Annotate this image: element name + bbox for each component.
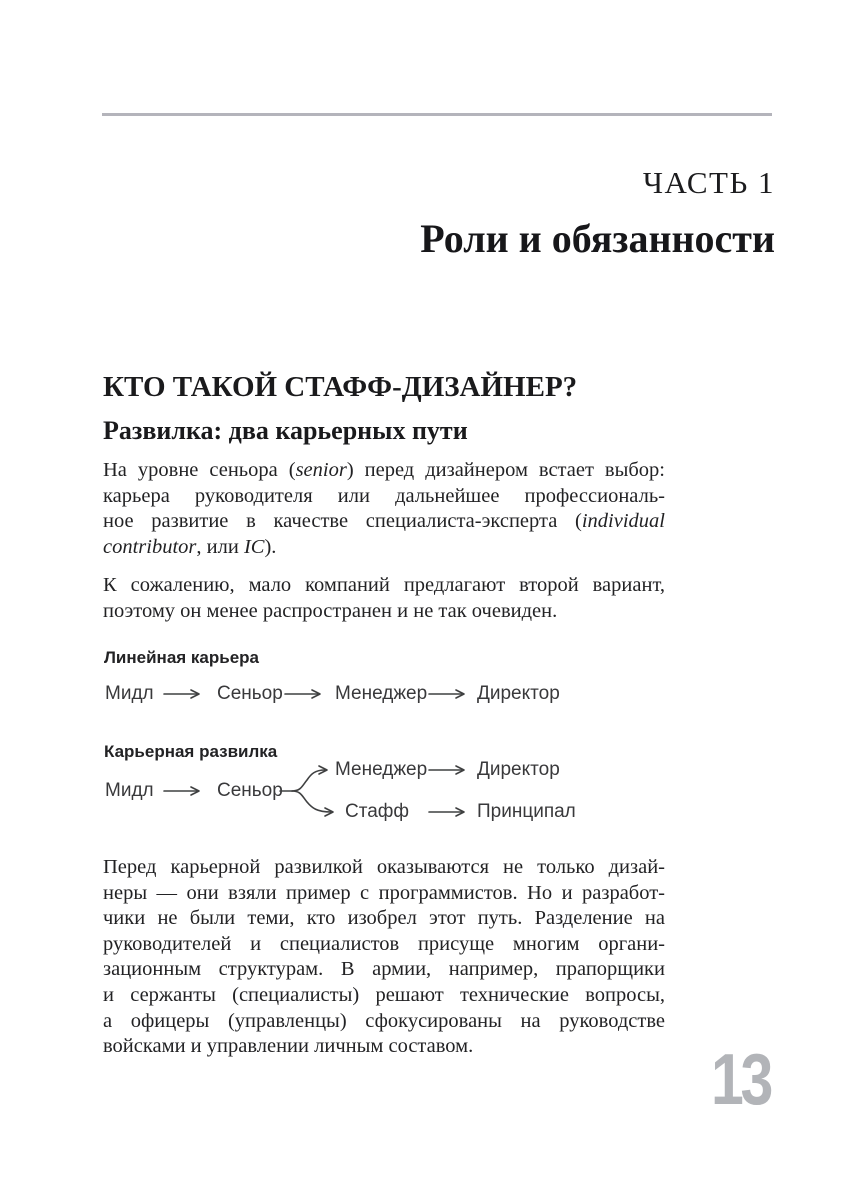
- part-label: ЧАСТЬ 1: [642, 165, 775, 200]
- text-line: К сожалению, мало компаний предлагают второй вариант,: [103, 574, 665, 596]
- diagram-node-middle: Мидл: [105, 683, 154, 704]
- diagram-node-middle: Мидл: [105, 780, 154, 801]
- paragraph-fork-history: [103, 855, 665, 1060]
- text-line: а офицеры (управленцы) сфокусированы на руководстве: [103, 1009, 665, 1032]
- paragraph-career-choice: [103, 458, 665, 560]
- diagram-node-director: Директор: [477, 683, 560, 704]
- arrow-icon: [429, 690, 464, 698]
- diagram-node-senior: Сеньор: [217, 683, 283, 704]
- arrow-icon: [164, 787, 199, 795]
- arrow-icon: [429, 808, 464, 816]
- page-number: 13: [710, 1040, 770, 1120]
- part-title: Роли и обязанности: [420, 216, 775, 261]
- text-line: ное развитие в качестве специалиста-эксперта (individual: [103, 510, 665, 533]
- diagram-node-manager: Менеджер: [335, 683, 428, 704]
- text-line: поэтому он менее распространен и не так очевиден.: [103, 599, 558, 622]
- arrow-icon: [285, 690, 320, 698]
- text-line: зационным структурам. В армии, например, прапорщики: [103, 958, 665, 981]
- section-heading: КТО ТАКОЙ СТАФФ-ДИЗАЙНЕР?: [103, 371, 578, 403]
- text-line: contributor, или IC).: [103, 535, 277, 558]
- diagram-node-staff: Стафф: [345, 801, 410, 822]
- arrow-icon: [429, 766, 464, 774]
- diagram-node-senior: Сеньор: [217, 780, 283, 801]
- arrow-icon: [164, 690, 199, 698]
- text-line: чики не были теми, кто изобрел этот путь. Разделение на: [103, 907, 665, 930]
- diagram-node-director: Директор: [477, 759, 560, 780]
- text-line: неры — они взяли пример с программистов. Но и разработ-: [103, 881, 665, 904]
- text-line: и сержанты (специалисты) решают технические вопросы,: [103, 983, 665, 1006]
- career-fork-label: Карьерная развилка: [104, 742, 278, 761]
- text-line: Перед карьерной развилкой оказываются не только дизай-: [103, 856, 665, 878]
- text-line: войсками и управлении личным составом.: [103, 1035, 474, 1058]
- diagram-node-manager: Менеджер: [335, 759, 428, 780]
- text-line: На уровне сеньора (senior) перед дизайнером встает выбор:: [103, 459, 665, 481]
- diagram-node-principal: Принципал: [477, 801, 576, 822]
- subsection-heading: Развилка: два карьерных пути: [103, 416, 468, 445]
- linear-career-label: Линейная карьера: [104, 648, 260, 667]
- paragraph-few-companies: [103, 573, 665, 624]
- fork-icon: [280, 766, 333, 816]
- text-line: карьера руководителя или дальнейшее профессиональ-: [103, 484, 665, 507]
- top-rule-divider: [102, 113, 772, 116]
- text-line: руководителей и специалистов присуще многим органи-: [103, 932, 665, 955]
